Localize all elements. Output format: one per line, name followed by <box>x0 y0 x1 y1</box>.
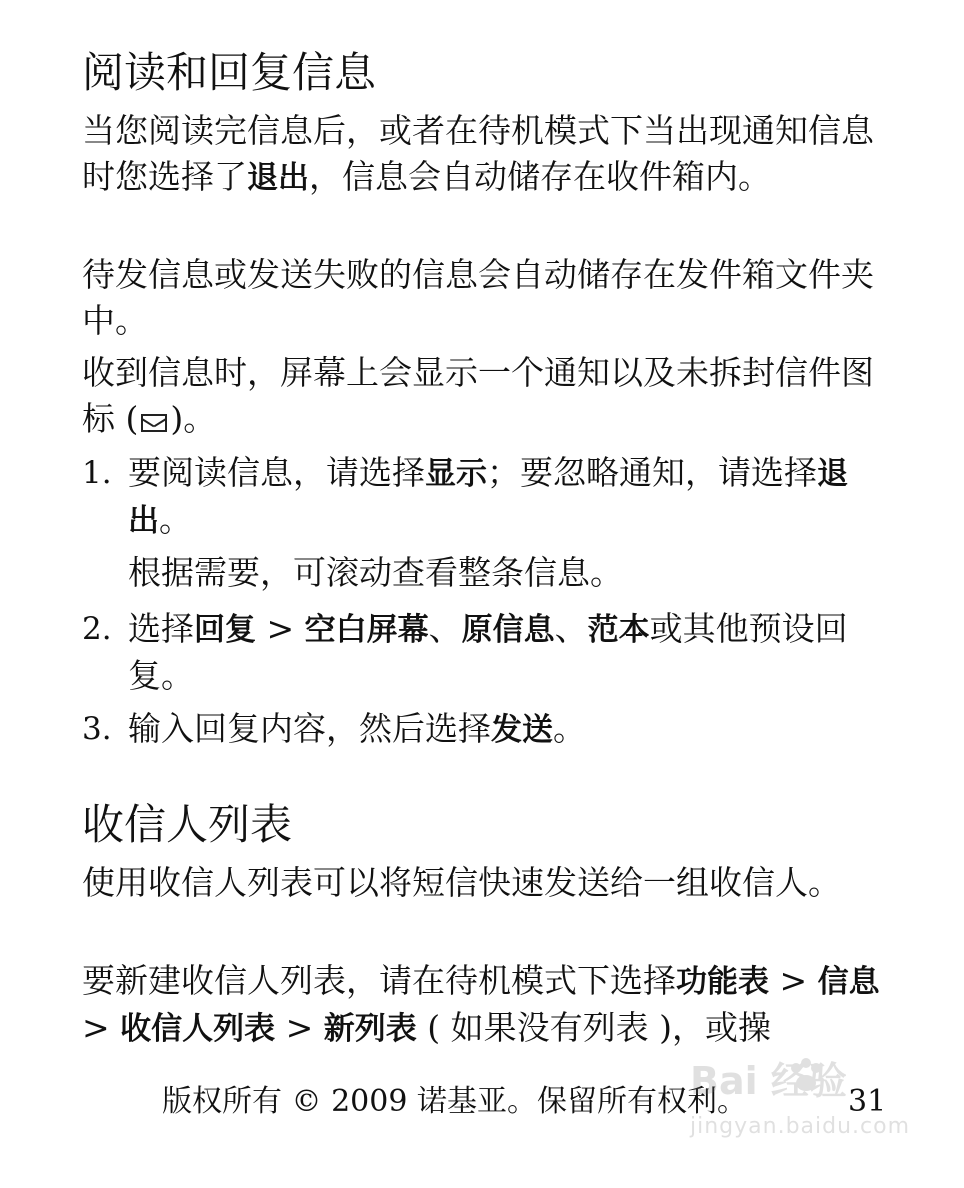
step-number: 1. <box>82 455 112 491</box>
paragraph-recipient-list-intro: 使用收信人列表可以将短信快速发送给一组收信人。 <box>82 863 841 902</box>
page-number: 31 <box>848 1084 887 1119</box>
step-number: 2. <box>82 611 112 647</box>
step-2-text: 选择回复 > 空白屏幕、原信息、范本或其他预设回复。 <box>128 609 848 695</box>
watermark-logo-text: Bai 经验 <box>690 1059 847 1103</box>
step-3-text: 输入回复内容，然后选择发送。 <box>128 709 586 748</box>
paragraph-auto-save-inbox: 当您阅读完信息后，或者在待机模式下当出现通知信息时您选择了退出，信息会自动储存在收件箱内。 <box>82 111 874 196</box>
step-1-note: 根据需要，可滚动查看整条信息。 <box>128 553 623 592</box>
term-exit: 退出 <box>247 160 309 196</box>
envelope-icon <box>141 414 167 432</box>
paragraph-notification: 收到信息时，屏幕上会显示一个通知以及未拆封信件图标 ( )。 <box>82 353 874 438</box>
footer-copyright: 版权所有 © 2009 诺基亚。保留所有权利。 <box>162 1084 747 1119</box>
watermark-site: jingyan.baidu.com <box>690 1114 911 1139</box>
section-heading-recipient-list: 收信人列表 <box>82 800 293 849</box>
step-number: 3. <box>82 711 112 747</box>
section-heading-read-reply: 阅读和回复信息 <box>82 48 377 97</box>
watermark <box>690 1050 920 1160</box>
step-1-text: 要阅读信息，请选择显示；要忽略通知，请选择退出。 <box>128 453 848 539</box>
paragraph-new-recipient-list: 要新建收信人列表，请在待机模式下选择功能表 > 信息 > 收信人列表 > 新列表 ( 如果没有列表 )，或操 <box>82 961 880 1047</box>
paragraph-outbox: 待发信息或发送失败的信息会自动储存在发件箱文件夹中。 <box>82 255 874 340</box>
